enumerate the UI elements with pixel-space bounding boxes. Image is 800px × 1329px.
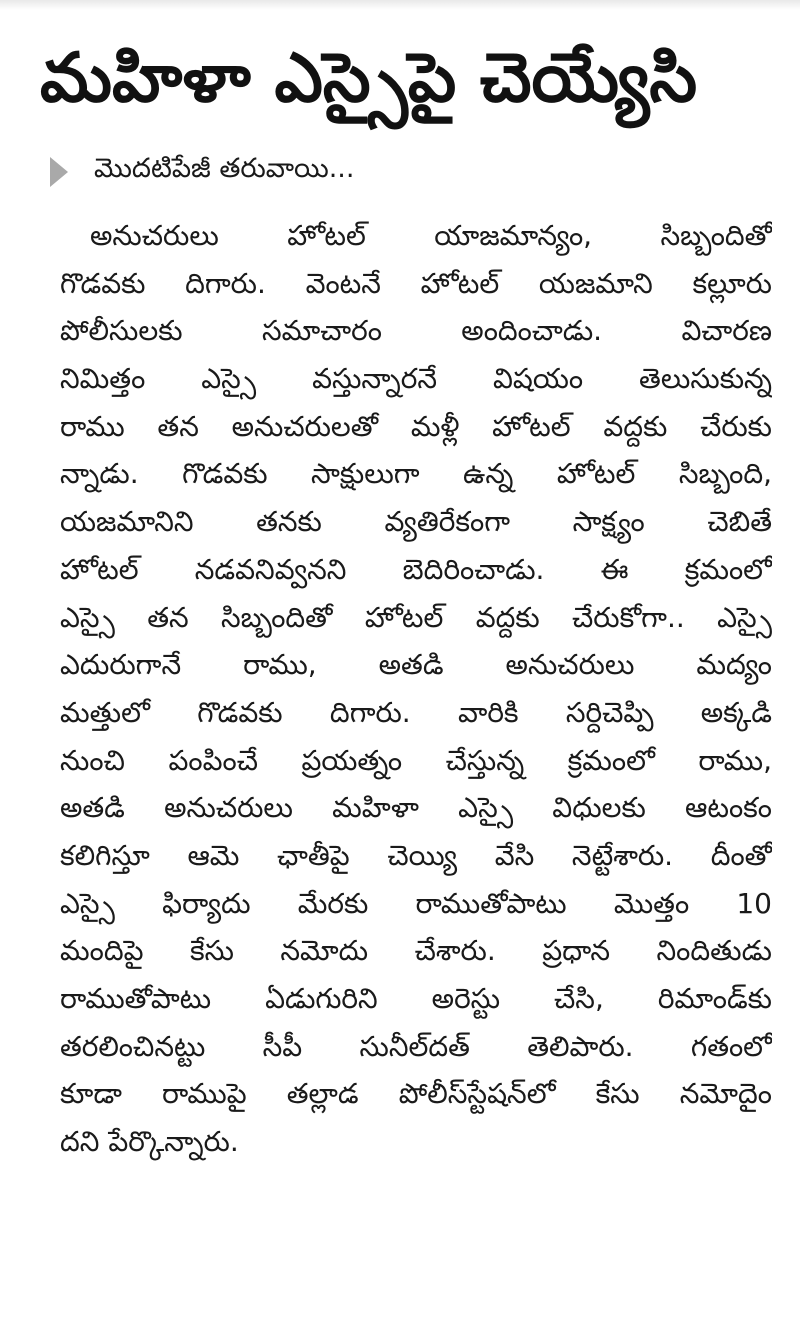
article-line: యజమానిని తనకు వ్యతిరేకంగా సాక్ష్యం చెబితే: [60, 505, 772, 539]
article-line: న్నాడు. గొడవకు సాక్షులుగా ఉన్న హోటల్ సిబ్బంది,: [60, 457, 772, 491]
article-line: హోటల్ నడవనివ్వనని బెదిరించాడు. ఈ క్రమంలో: [60, 552, 772, 586]
continuation-label: మొదటిపేజీ తరువాయి...: [94, 153, 355, 184]
article-line: అనుచరులు హోటల్ యాజమాన్యం, సిబ్బందితో: [90, 219, 772, 252]
article-line: పోలీసులకు సమాచారం అందించాడు. విచారణ: [60, 314, 772, 348]
article-line: నుంచి పంపించే ప్రయత్నం చేస్తున్న క్రమంలో రాము,: [60, 743, 772, 777]
article-line: కూడా రాముపై తల్లాడ పోలీస్‌స్టేషన్‌లో కేసు నమోదైం: [60, 1077, 772, 1111]
article-line: దని పేర్కొన్నారు.: [60, 1125, 239, 1159]
headline: మహిళా ఎస్సైపై చెయ్యేసి: [40, 39, 698, 118]
continuation-marker: [50, 150, 354, 194]
top-divider: [0, 0, 800, 10]
article-line: కలిగిస్తూ ఆమె ఛాతీపై చెయ్యి వేసి నెట్టేశారు. దీంతో: [60, 838, 772, 872]
article-line: మత్తులో గొడవకు దిగారు. వారికి సర్దిచెప్పి అక్కడి: [60, 695, 772, 729]
article-line: గొడవకు దిగారు. వెంటనే హోటల్ యజమాని కల్లూరు: [60, 266, 772, 300]
article-line: మందిపై కేసు నమోదు చేశారు. ప్రధాన నిందితుడు: [60, 934, 772, 968]
article-line: తరలించినట్టు సీపీ సునీల్‌దత్ తెలిపారు. గతంలో: [60, 1029, 772, 1063]
article-line: ఎదురుగానే రాము, అతడి అనుచరులు మద్యం: [60, 648, 772, 682]
article-line: ఎస్సై తన సిబ్బందితో హోటల్ వద్దకు చేరుకోగా.. ఎస్సై: [60, 600, 772, 634]
article-line: రాము తన అనుచరులతో మళ్లీ హోటల్ వద్దకు చేరుకు: [60, 409, 772, 443]
article-line: రాముతోపాటు ఏడుగురిని అరెస్టు చేసి, రిమాండ్‌కు: [60, 982, 772, 1015]
article-line: ఎస్సై ఫిర్యాదు మేరకు రాముతోపాటు మొత్తం 10: [60, 886, 772, 920]
chevron-right-icon: [50, 157, 68, 187]
article-line: నిమిత్తం ఎస్సై వస్తున్నారనే విషయం తెలుసుకున్న: [60, 362, 772, 396]
article-body: [60, 212, 772, 1166]
article-line: అతడి అనుచరులు మహిళా ఎస్సై విధులకు ఆటంకం: [60, 791, 772, 825]
